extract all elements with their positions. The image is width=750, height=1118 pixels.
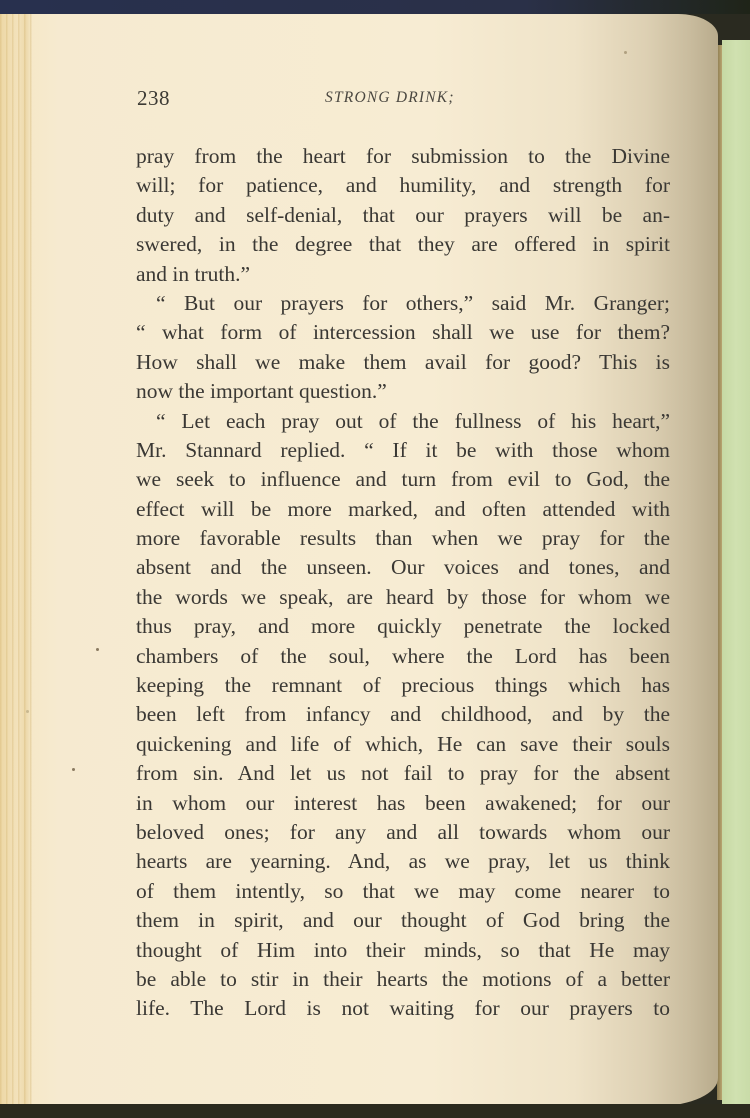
text-line: duty and self-denial, that our prayers will be an- [136, 202, 670, 227]
text-line: thus pray, and more quickly penetrate the locked [136, 614, 670, 639]
text-line: them in spirit, and our thought of God bring the [136, 908, 670, 933]
text-line: in whom our interest has been awakened; for our [136, 790, 670, 815]
text-line: the words we speak, are heard by those for whom we [136, 584, 670, 609]
running-head: STRONG DRINK; [325, 89, 455, 106]
text-line: “ what form of intercession shall we use for them? [136, 320, 670, 345]
text-line: been left from infancy and childhood, and by the [136, 702, 670, 727]
text-line: from sin. And let us not fail to pray for the absent [136, 761, 670, 786]
page-number: 238 [137, 86, 170, 110]
text-line: quickening and life of which, He can save their souls [136, 731, 670, 756]
text-line: absent and the unseen. Our voices and tones, and [136, 555, 670, 580]
text-line: keeping the remnant of precious things which has [136, 673, 670, 698]
page-edge-stripes [0, 14, 34, 1106]
paper-speck [624, 51, 627, 54]
text-line: thought of Him into their minds, so that He may [136, 937, 670, 962]
book-page [0, 14, 718, 1106]
paper-speck [26, 710, 29, 713]
text-line: we seek to influence and turn from evil to God, the [136, 467, 670, 492]
text-line: will; for patience, and humility, and strength for [136, 173, 670, 198]
text-line: chambers of the soul, where the Lord has been [136, 643, 670, 668]
paper-speck [72, 768, 75, 771]
text-line: swered, in the degree that they are offered in spirit [136, 232, 670, 257]
text-line: How shall we make them avail for good? This is [136, 349, 670, 374]
body-text [136, 142, 670, 1024]
text-line: now the important question.” [136, 379, 387, 404]
text-line: pray from the heart for submission to the Divine [136, 144, 670, 168]
text-line: “ But our prayers for others,” said Mr. Granger; [156, 290, 670, 315]
text-line: hearts are yearning. And, as we pray, let us think [136, 849, 670, 874]
page-header [137, 84, 669, 118]
text-line: be able to stir in their hearts the motions of a better [136, 966, 670, 991]
text-line: of them intently, so that we may come nearer to [136, 878, 670, 903]
text-line: effect will be more marked, and often attended with [136, 496, 670, 521]
text-line: “ Let each pray out of the fullness of his heart,” [156, 408, 670, 433]
text-line: beloved ones; for any and all towards whom our [136, 819, 670, 844]
paper-speck [96, 648, 99, 651]
top-background-band [0, 0, 750, 14]
text-line: Mr. Stannard replied. “ If it be with those whom [136, 437, 670, 462]
text-line: more favorable results than when we pray for the [136, 526, 670, 551]
bottom-background-band [0, 1104, 750, 1118]
text-line: life. The Lord is not waiting for our prayers to [136, 996, 670, 1021]
green-cover-edge [722, 40, 750, 1106]
text-line: and in truth.” [136, 261, 251, 286]
